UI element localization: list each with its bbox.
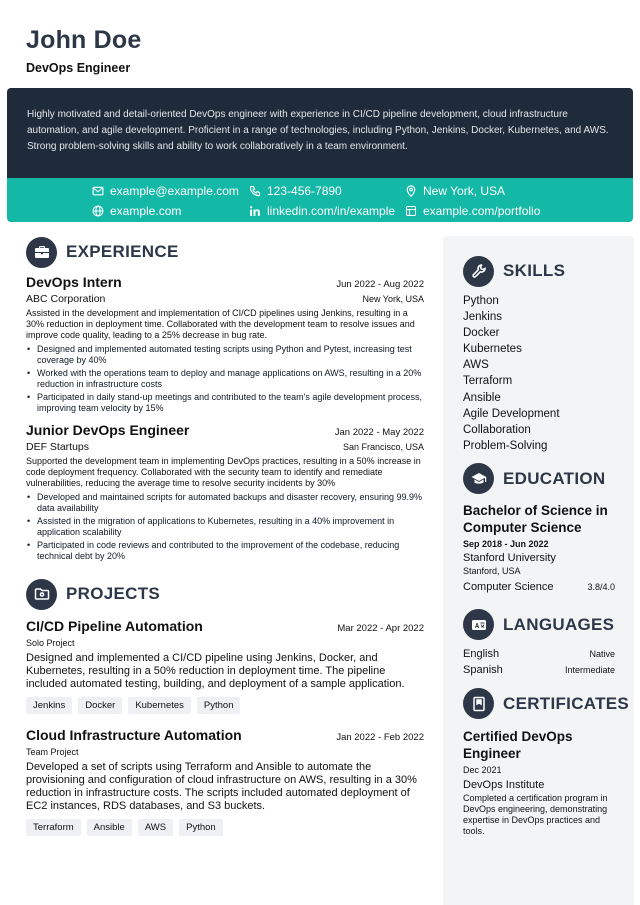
project-entry xyxy=(26,618,424,714)
contact-phone-text: 123-456-7890 xyxy=(267,184,342,198)
email-icon xyxy=(92,185,104,197)
project-dates: Mar 2022 - Apr 2022 xyxy=(337,623,424,634)
certificate-issuer: DevOps Institute xyxy=(463,778,545,791)
summary-text: Highly motivated and detail-oriented DevOps engineer with experience in CI/CD pipeline development, cloud infrastructure automation, and agile development. Proficient in a range of technologies, including Python, Jenkins, Docker, Kubernetes, and AWS. Strong problem-solving skills and ability to work collaboratively in a team environment. xyxy=(27,109,609,152)
job-bullets xyxy=(26,492,424,562)
project-dates: Jan 2022 - Feb 2022 xyxy=(336,732,424,743)
contact-website[interactable] xyxy=(92,204,181,218)
section-icon-badge xyxy=(463,256,494,287)
summary-box xyxy=(7,88,633,178)
contact-linkedin[interactable] xyxy=(249,204,395,218)
globe-icon xyxy=(92,205,104,217)
contact-email-text: example@example.com xyxy=(110,184,239,198)
contact-email[interactable] xyxy=(92,184,239,198)
person-name: John Doe xyxy=(26,26,142,54)
project-tag: Python xyxy=(197,697,241,714)
job-description: Supported the development team in implementing DevOps practices, resulting in a 50% increase in code deployment frequency. Collaborated with the security team to identify and remediate vulnerabilities, reducing the average time to resolve security incidents by 30% xyxy=(26,456,421,488)
linkedin-icon xyxy=(249,205,261,217)
section-icon-badge xyxy=(463,688,494,719)
job-company: DEF Startups xyxy=(26,441,90,453)
language-name: English xyxy=(463,647,500,660)
phone-icon xyxy=(249,185,261,197)
project-tag: Ansible xyxy=(87,819,132,836)
job-bullets xyxy=(26,344,424,414)
folder-icon xyxy=(34,586,50,602)
education-school: Stanford University xyxy=(463,551,556,564)
project-type: Team Project xyxy=(26,747,79,757)
language-item xyxy=(463,646,615,662)
section-icon-badge xyxy=(463,609,494,640)
job-description: Assisted in the development and implementation of CI/CD pipelines using Jenkins, resulting in a 30% reduction in deployment time. Collaborated with the development team to resolve issues and improve code quality, leading to a 25% decrease in bug rate. xyxy=(26,308,415,340)
project-tag: Python xyxy=(179,819,223,836)
contact-location-text: New York, USA xyxy=(423,184,506,198)
job-company: ABC Corporation xyxy=(26,293,106,305)
job-bullet: • Participated in daily stand-up meetings and contributed to the team's agile development process, improving team velocity by 15% xyxy=(26,392,424,414)
skill-item: Agile Development xyxy=(463,407,560,420)
project-title: CI/CD Pipeline Automation xyxy=(26,618,203,634)
job-title: Junior DevOps Engineer xyxy=(26,422,190,438)
education-location: Stanford, USA xyxy=(463,565,521,576)
job-bullet: • Developed and maintained scripts for automated backups and disaster recovery, ensuring 99.9% data availability xyxy=(26,492,424,514)
project-type: Solo Project xyxy=(26,638,75,648)
language-level: Intermediate xyxy=(564,664,615,675)
job-bullet: • Worked with the operations team to deploy and manage applications on AWS, resulting in a 20% reduction in infrastructure costs xyxy=(26,368,424,390)
certificate-description: Completed a certification program in DevOps engineering, demonstrating expertise in DevOps practices and tools. xyxy=(463,792,608,836)
sidebar-column xyxy=(463,236,630,837)
certificates-title: CERTIFICATES xyxy=(503,693,630,713)
project-tag: AWS xyxy=(138,819,173,836)
skills-title: SKILLS xyxy=(503,261,566,280)
education-title: EDUCATION xyxy=(503,468,606,488)
briefcase-icon xyxy=(34,244,50,260)
skill-item: Problem-Solving xyxy=(463,439,548,452)
education-gpa: 3.8/4.0 xyxy=(587,581,615,592)
job-dates: Jan 2022 - May 2022 xyxy=(334,427,424,438)
project-description: Developed a set of scripts using Terraform and Ansible to automate the provisioning and configuration of cloud infrastructure on AWS, resulting in a 30% reduction in infrastructure costs. The scripts included automated deployment of EC2 instances, RDS databases, and S3 buckets. xyxy=(26,761,417,812)
contact-linkedin-text: linkedin.com/in/example xyxy=(267,204,396,218)
person-title: DevOps Engineer xyxy=(26,61,131,75)
contact-location xyxy=(405,184,505,198)
project-tag: Kubernetes xyxy=(128,697,191,714)
project-tags xyxy=(26,697,424,714)
contact-portfolio-text: example.com/portfolio xyxy=(423,204,541,218)
languages-title: LANGUAGES xyxy=(503,614,615,634)
skill-item: Python xyxy=(463,295,499,307)
skill-item: Collaboration xyxy=(463,423,531,436)
project-title: Cloud Infrastructure Automation xyxy=(26,727,242,743)
section-icon-badge xyxy=(463,463,494,494)
contact-bar xyxy=(7,178,633,222)
job-bullet: • Designed and implemented automated testing scripts using Python and Pytest, increasing test coverage by 40% xyxy=(26,344,424,366)
graduation-cap-icon xyxy=(471,471,487,487)
job-bullet: • Assisted in the migration of applications to Kubernetes, resulting in a 40% improvement in application scalability xyxy=(26,516,424,538)
project-tag: Jenkins xyxy=(26,697,72,714)
contact-portfolio[interactable] xyxy=(405,204,540,218)
education-dates: Sep 2018 - Jun 2022 xyxy=(463,538,549,549)
languages-heading xyxy=(463,609,615,641)
education-field: Computer Science xyxy=(463,580,554,593)
section-icon-badge xyxy=(26,237,57,268)
skills-list xyxy=(463,293,615,454)
skill-item: Terraform xyxy=(463,375,513,388)
language-level: Native xyxy=(589,648,615,659)
project-entry xyxy=(26,727,424,836)
skills-heading xyxy=(463,255,615,287)
section-icon-badge xyxy=(26,579,57,610)
skill-item: AWS xyxy=(463,359,489,372)
projects-title: PROJECTS xyxy=(66,584,161,603)
job-title: DevOps Intern xyxy=(26,274,122,290)
experience-heading xyxy=(26,236,424,268)
location-pin-icon xyxy=(405,185,417,197)
wrench-icon xyxy=(471,263,487,279)
skill-item: Ansible xyxy=(463,391,501,404)
languages-list xyxy=(463,646,615,678)
certificate-date: Dec 2021 xyxy=(463,764,502,775)
translate-icon xyxy=(471,617,487,633)
education-entry xyxy=(463,502,615,595)
experience-title: EXPERIENCE xyxy=(66,242,179,261)
project-tags xyxy=(26,819,424,836)
language-item xyxy=(463,662,615,678)
certificate-entry xyxy=(463,728,615,837)
main-column xyxy=(26,236,424,836)
skill-item: Jenkins xyxy=(463,311,502,324)
experience-entry xyxy=(26,422,424,562)
job-location: San Francisco, USA xyxy=(342,442,424,452)
project-description: Designed and implemented a CI/CD pipeline using Jenkins, Docker, and Kubernetes, resulting in a 50% reduction in deployment time. The pipeline included automated testing, building, and deployment of a sample application. xyxy=(26,652,405,690)
skill-item: Kubernetes xyxy=(463,343,522,356)
job-dates: Jun 2022 - Aug 2022 xyxy=(336,279,424,290)
portfolio-icon xyxy=(405,205,417,217)
contact-phone[interactable] xyxy=(249,184,342,198)
education-heading xyxy=(463,463,615,495)
certificates-heading xyxy=(463,688,630,720)
language-name: Spanish xyxy=(463,663,503,676)
projects-heading xyxy=(26,578,424,610)
job-bullet: • Participated in code reviews and contributed to the improvement of the codebase, reducing technical debt by 20% xyxy=(26,540,424,562)
project-tag: Terraform xyxy=(26,819,81,836)
certificate-icon xyxy=(471,696,487,712)
skill-item: Docker xyxy=(463,327,500,340)
experience-entry xyxy=(26,274,424,414)
job-location: New York, USA xyxy=(362,294,424,304)
contact-website-text: example.com xyxy=(110,204,182,218)
education-degree: Bachelor of Science in Computer Science xyxy=(463,502,608,535)
certificate-title: Certified DevOps Engineer xyxy=(463,728,573,761)
project-tag: Docker xyxy=(78,697,122,714)
resume-header xyxy=(26,26,142,75)
